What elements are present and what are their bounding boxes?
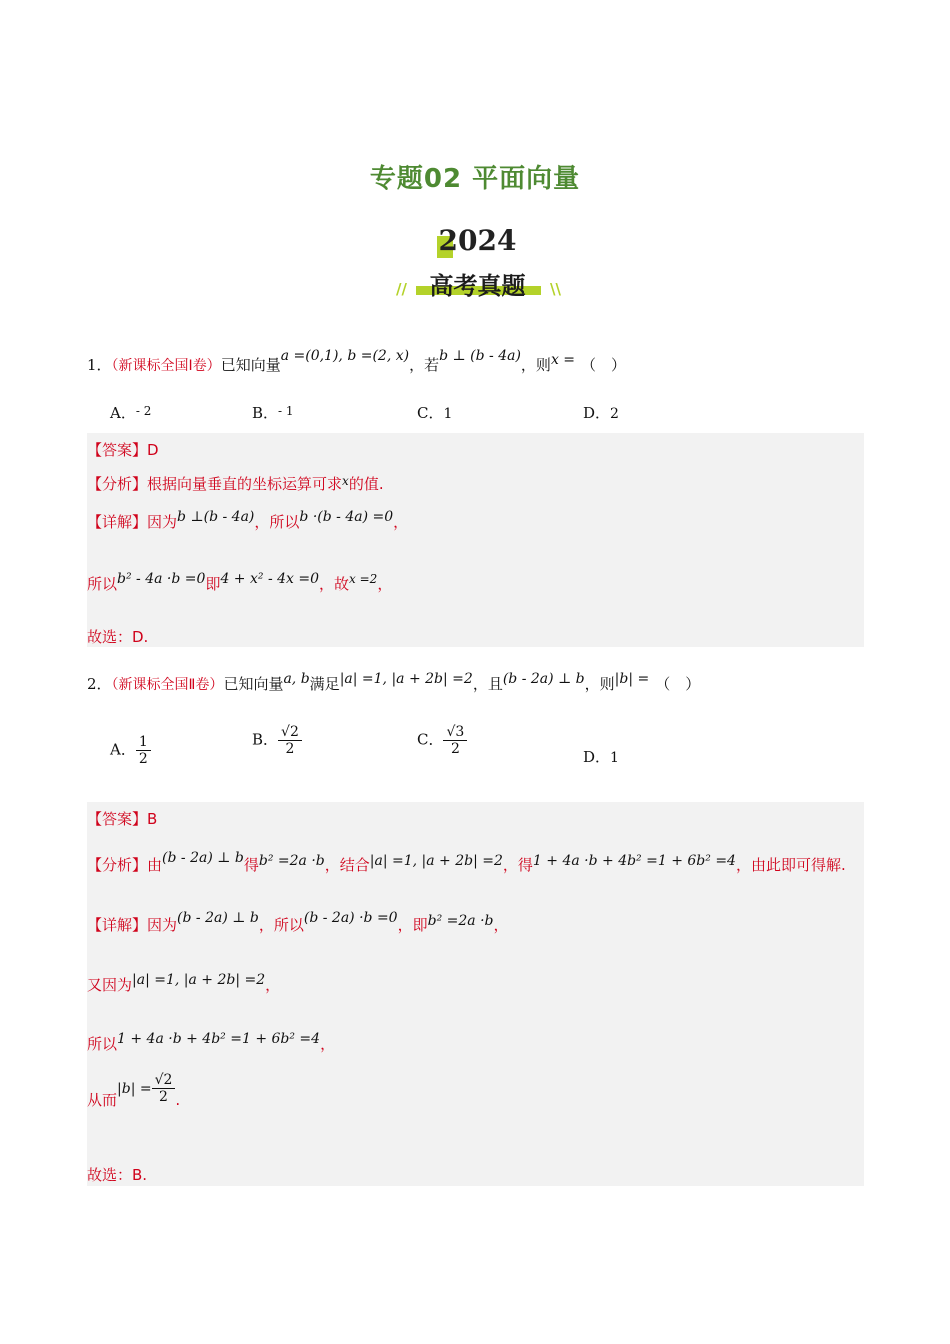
derivation-text: 从而 <box>87 1091 118 1110</box>
detail-math: (b - 2a) ·b =0 <box>303 910 398 926</box>
detail-text: ，所以 <box>258 916 304 934</box>
detail-math: b² =2a ·b <box>427 913 494 929</box>
option-label: A． <box>110 740 136 759</box>
analysis-math: 1 + 4a ·b + 4b² =1 + 6b² =4 <box>532 853 736 869</box>
question-2-stem <box>87 673 700 694</box>
derivation-math: |a| =1, |a + 2b| =2 <box>132 972 266 988</box>
derivation-text: ， <box>265 976 281 994</box>
q2-given-line <box>87 974 280 995</box>
badge-slash-right-icon: \\ <box>550 280 561 298</box>
derivation-text: 所以 <box>87 1035 118 1053</box>
analysis-text: 根据向量垂直的坐标运算可求 <box>147 475 343 493</box>
detail-math: b ⊥(b - 4a) <box>177 509 255 525</box>
q2-result-line <box>87 1072 181 1117</box>
stem-math: a =(0,1), b =(2, x) <box>280 348 410 364</box>
stem-text: 满足 <box>309 675 340 693</box>
option-label: B． <box>252 404 279 422</box>
stem-text: ，则 <box>520 356 551 374</box>
answer-value: D <box>147 441 159 459</box>
analysis-math: (b - 2a) ⊥ b <box>162 850 244 866</box>
option-value: 1 <box>610 750 619 766</box>
option-label: B． <box>252 730 279 749</box>
derivation-math: 1 + 4a ·b + 4b² =1 + 6b² =4 <box>117 1031 321 1047</box>
detail-text: ，所以 <box>254 513 300 531</box>
question-source: （新课标全国Ⅰ卷） <box>111 358 221 374</box>
stem-text: ，若 <box>409 356 440 374</box>
answer-key: 【答案】 <box>87 441 148 459</box>
q1-option-b <box>252 402 294 423</box>
q1-analysis-line <box>87 473 384 494</box>
analysis-math: b² =2a ·b <box>258 853 325 869</box>
detail-text: ， <box>393 513 409 531</box>
derivation-text: ， <box>377 575 393 593</box>
stem-math: a, b <box>283 671 310 687</box>
q1-derivation-line <box>87 573 392 594</box>
badge-year: 2024 <box>438 224 517 257</box>
analysis-text: ，得 <box>502 856 533 874</box>
detail-math: b ·(b - 4a) =0 <box>299 509 394 525</box>
stem-math: x = <box>550 352 576 368</box>
analysis-text: 得 <box>243 856 259 874</box>
stem-text: 已知向量 <box>223 675 284 693</box>
q2-analysis-line <box>87 850 846 875</box>
derivation-math: |b| = <box>117 1081 152 1098</box>
option-label: C． <box>417 404 444 422</box>
option-fraction <box>136 734 151 767</box>
question-source: （新课标全国Ⅱ卷） <box>111 677 224 693</box>
fraction-denominator: 2 <box>450 741 460 758</box>
q1-option-a <box>110 402 151 423</box>
option-label: D． <box>583 404 611 422</box>
option-label: A． <box>110 404 136 422</box>
q1-option-d <box>583 402 619 423</box>
analysis-text: 由 <box>147 856 163 874</box>
q1-answer-line <box>87 439 159 460</box>
option-value: 2 <box>610 406 619 422</box>
option-label: C． <box>417 730 444 749</box>
year-badge <box>390 222 565 304</box>
analysis-key: 【分析】 <box>87 856 148 874</box>
derivation-text: ， <box>320 1035 336 1053</box>
analysis-math: x <box>342 474 349 488</box>
badge-label: 高考真题 <box>429 272 526 300</box>
q1-final-line: 故选：D. <box>87 628 149 646</box>
detail-text: 因为 <box>147 916 178 934</box>
page-title: 专题02 平面向量 <box>369 164 581 194</box>
fraction-denominator: 2 <box>138 751 148 768</box>
question-1-stem <box>87 348 627 375</box>
stem-math: b ⊥ (b - 4a) <box>439 348 521 364</box>
analysis-key: 【分析】 <box>87 475 148 493</box>
q2-option-c <box>417 724 467 757</box>
stem-text: ，且 <box>472 675 503 693</box>
result-fraction <box>152 1072 176 1105</box>
analysis-text: ，由此即可得解. <box>735 856 846 874</box>
derivation-text: . <box>175 1091 181 1110</box>
detail-text: ， <box>493 916 509 934</box>
detail-text: ，即 <box>397 916 428 934</box>
detail-math: (b - 2a) ⊥ b <box>177 910 259 926</box>
q2-final-line: 故选：B. <box>87 1166 148 1184</box>
option-fraction <box>278 724 302 757</box>
q2-answer-line <box>87 808 157 829</box>
derivation-math: x =2 <box>349 572 378 586</box>
stem-math: |b| = <box>614 671 650 687</box>
detail-key: 【详解】 <box>87 513 148 531</box>
q2-solution-box <box>87 802 864 1186</box>
fraction-denominator: 2 <box>159 1089 168 1106</box>
option-value: - 2 <box>135 404 152 418</box>
fraction-numerator: √2 <box>278 724 302 741</box>
derivation-text: 所以 <box>87 575 118 593</box>
q2-option-b <box>252 724 302 757</box>
analysis-text: ，结合 <box>324 856 370 874</box>
stem-text: 已知向量 <box>220 356 281 374</box>
q1-detail-line <box>87 511 408 532</box>
detail-key: 【详解】 <box>87 916 148 934</box>
stem-text: ，则 <box>584 675 615 693</box>
derivation-math: b² - 4a ·b =0 <box>117 571 206 587</box>
fraction-numerator: 1 <box>136 734 151 751</box>
q2-detail-line <box>87 910 509 935</box>
option-value: 1 <box>443 406 453 422</box>
answer-key: 【答案】 <box>87 810 148 828</box>
derivation-text: 即 <box>205 575 221 593</box>
q2-option-d <box>583 746 619 767</box>
derivation-text: 又因为 <box>87 976 133 994</box>
q2-option-a <box>110 734 151 767</box>
badge-slash-left-icon: // <box>396 280 407 298</box>
analysis-text: 的值. <box>348 475 384 493</box>
option-value: - 1 <box>278 404 294 418</box>
derivation-math: 4 + x² - 4x =0 <box>220 571 320 587</box>
q1-solution-box <box>87 433 864 647</box>
derivation-text: ，故 <box>319 575 350 593</box>
stem-math: |a| =1, |a + 2b| =2 <box>339 671 473 687</box>
question-number: 2． <box>87 675 112 693</box>
detail-text: 因为 <box>147 513 178 531</box>
analysis-math: |a| =1, |a + 2b| =2 <box>369 853 503 869</box>
q1-option-c <box>417 402 452 423</box>
stem-text: （ ） <box>581 356 627 374</box>
stem-text: （ ） <box>655 675 701 693</box>
question-number: 1． <box>87 356 112 374</box>
fraction-numerator: √2 <box>152 1072 176 1089</box>
q2-expansion-line <box>87 1033 335 1054</box>
option-label: D． <box>583 748 611 766</box>
fraction-denominator: 2 <box>285 741 295 758</box>
stem-math: (b - 2a) ⊥ b <box>502 671 585 687</box>
option-fraction <box>443 724 467 757</box>
fraction-numerator: √3 <box>443 724 467 741</box>
answer-value: B <box>147 810 158 828</box>
